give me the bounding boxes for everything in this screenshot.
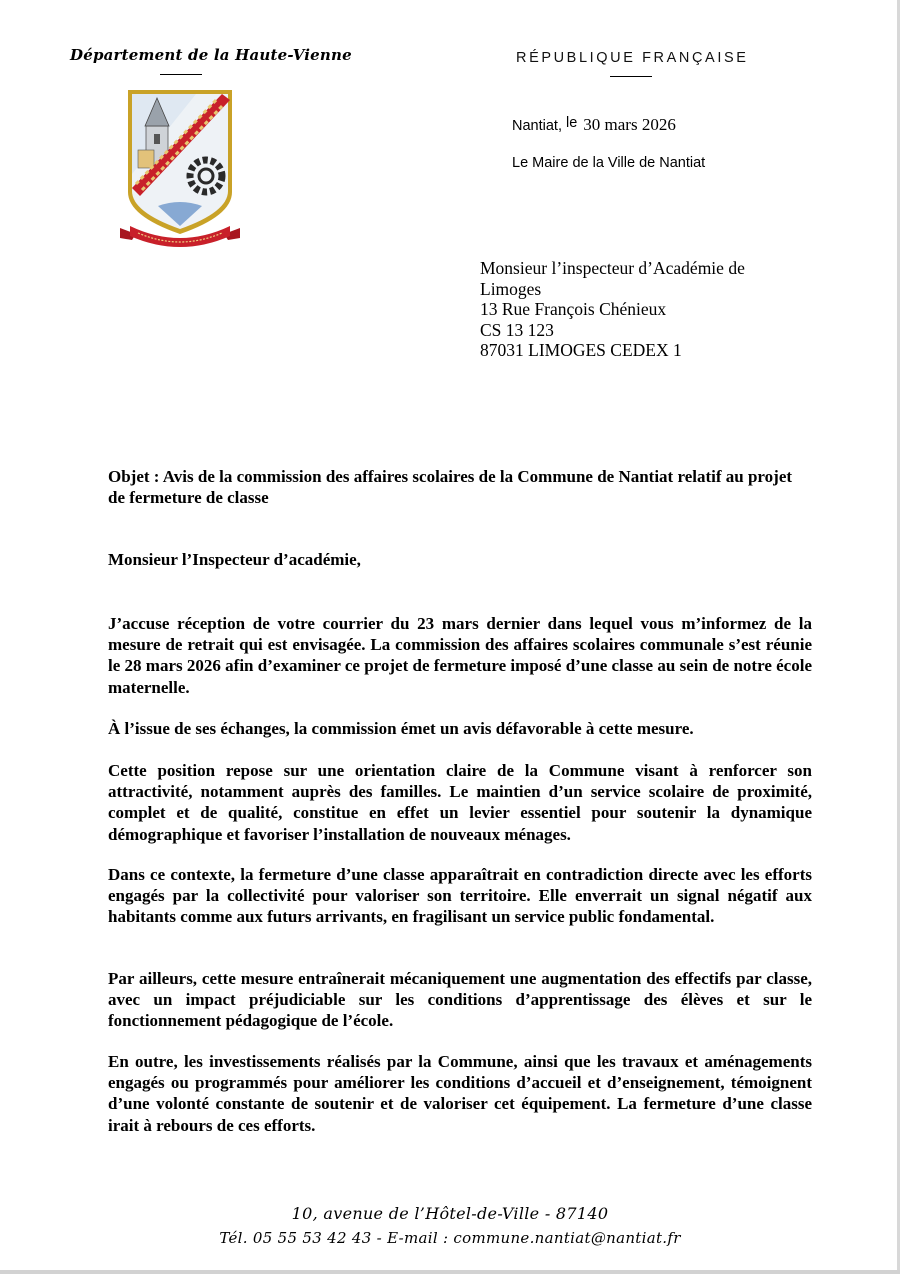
divider xyxy=(160,74,202,75)
recipient-line: Monsieur l’inspecteur d’Académie de xyxy=(480,258,745,278)
date-line xyxy=(512,115,676,135)
recipient-line: Limoges xyxy=(480,278,542,299)
letter-date: 30 mars 2026 xyxy=(583,115,676,134)
republic-header: RÉPUBLIQUE FRANÇAISE xyxy=(516,50,749,66)
body-paragraph: Dans ce contexte, la fermeture d’une classe apparaîtrait en contradiction directe avec les efforts engagés par la collectivité pour valoriser son territoire. Elle enverrait un signal négatif aux habitants comme aux futurs arrivants, en fragilisant un service public fondamental. xyxy=(108,865,812,927)
salutation: Monsieur l’Inspecteur d’académie, xyxy=(108,550,361,569)
page-edge-bottom xyxy=(0,1270,900,1274)
date-prefix: le xyxy=(565,115,578,131)
divider xyxy=(610,76,652,77)
footer-address xyxy=(0,1204,900,1224)
nantiat-coat-of-arms-icon xyxy=(118,88,242,254)
body-paragraph: Cette position repose sur une orientation claire de la Commune visant à renforcer son attractivité, notamment auprès des familles. Le maintien d’un service scolaire de proximité, complet et de qualité, constitue en effet un levier essentiel pour soutenir la dynamique démographique et favoriser l’installation de nouveaux ménages. xyxy=(108,761,812,844)
place: Nantiat, xyxy=(512,118,562,134)
footer-address-text: 10, avenue de l’Hôtel-de-Ville - 87140 xyxy=(291,1204,609,1223)
subject-line: Objet : Avis de la commission des affaires scolaires de la Commune de Nantiat relatif au projet de fermeture de classe xyxy=(108,467,793,507)
sender: Le Maire de la Ville de Nantiat xyxy=(512,155,706,171)
body-paragraph: Par ailleurs, cette mesure entraînerait mécaniquement une augmentation des effectifs par classe, avec un impact préjudiciable sur les conditions d’apprentissage des élèves et sur le fonctionnement pédagogique de l’école. xyxy=(108,969,812,1031)
body-paragraph: J’accuse réception de votre courrier du 23 mars dernier dans lequel vous m’informez de la mesure de retrait qui est envisagée. La commission des affaires scolaires communale s’est réunie le 28 mars 2026 afin d’examiner ce projet de fermeture imposé d’une classe au sein de notre école maternelle. xyxy=(108,614,812,697)
recipient-line: CS 13 123 xyxy=(480,319,554,340)
recipient-line: 87031 LIMOGES CEDEX 1 xyxy=(480,340,682,360)
footer-contact xyxy=(0,1229,900,1248)
body-paragraph: En outre, les investissements réalisés par la Commune, ainsi que les travaux et aménagements engagés ou programmés pour améliorer les conditions d’accueil et d’enseignement, témoignent d’une volonté constante de soutenir et de valoriser cet équipement. La fermeture d’une classe irait à rebours de ces efforts. xyxy=(108,1052,812,1135)
recipient-address xyxy=(480,258,745,361)
footer-contact-text: Tél. 05 55 53 42 43 - E-mail : commune.nantiat@nantiat.fr xyxy=(219,1229,681,1247)
department-name: Département de la Haute-Vienne xyxy=(70,46,352,64)
recipient-line: 13 Rue François Chénieux xyxy=(480,299,667,319)
body-paragraph: À l’issue de ses échanges, la commission émet un avis défavorable à cette mesure. xyxy=(108,719,694,738)
